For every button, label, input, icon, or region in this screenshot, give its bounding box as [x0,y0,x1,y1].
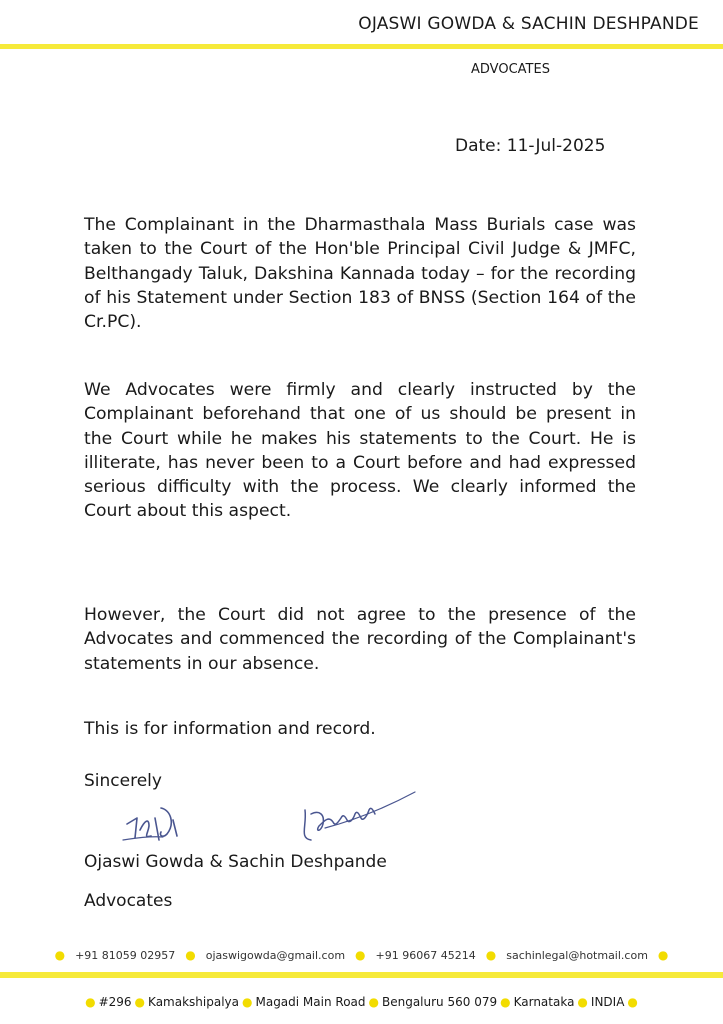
bullet-dot-icon: ● [657,948,669,962]
body-paragraph-2: We Advocates were firmly and clearly instructed by the Complainant beforehand that one of us should be present in the Court while he makes his statements to the Court. He is illiterate, has never been to a Court before and had expressed serious difficulty with the process. We clearly informed the Court about this aspect. [84,380,636,522]
address-city: Bengaluru 560 079 [381,995,498,1009]
address-road: Magadi Main Road [255,995,366,1009]
bullet-dot-icon: ● [185,948,196,962]
body-paragraph-3: However, the Court did not agree to the presence of the Advocates and commenced the recording of the Complainant's statements in our absence. [84,605,636,674]
bullet-dot-icon: ● [485,948,497,962]
firm-subtitle: ADVOCATES [471,62,550,77]
signature-ojaswi [115,790,195,850]
bullet-dot-icon: ● [500,995,511,1009]
body-paragraph-1: The Complainant in the Dharmasthala Mass Burials case was taken to the Court of the Hon'ble Principal Civil Judge & JMFC, Belthangady Taluk, Dakshina Kannada today – for the recording of his Statement under Section 183 of BNSS (Section 164 of the Cr.PC). [84,215,636,333]
bullet-dot-icon: ● [134,995,146,1009]
address-country: INDIA [590,995,625,1009]
signatory-names: Ojaswi Gowda & Sachin Deshpande [84,852,387,872]
header-rule [0,44,723,49]
bullet-dot-icon: ● [355,948,366,962]
footer-contacts [0,945,723,965]
bullet-dot-icon: ● [368,995,379,1009]
signature-sachin [285,780,420,852]
bullet-dot-icon: ● [577,995,588,1009]
email-2[interactable]: sachinlegal@hotmail.com [506,948,648,962]
phone-2[interactable]: +91 96067 45214 [375,948,476,962]
bullet-dot-icon: ● [85,995,96,1009]
body-paragraph-4: This is for information and record. [84,719,376,739]
closing-salutation: Sincerely [84,771,162,791]
firm-name: OJASWI GOWDA & SACHIN DESHPANDE [358,14,699,34]
bullet-dot-icon: ● [242,995,253,1009]
bullet-dot-icon: ● [627,995,638,1009]
footer-rule [0,972,723,978]
phone-1[interactable]: +91 81059 02957 [75,948,176,962]
email-1[interactable]: ojaswigowda@gmail.com [205,948,346,962]
address-number: #296 [98,995,132,1009]
address-area: Kamakshipalya [148,995,239,1009]
address-state: Karnataka [513,995,575,1009]
letter-date: Date: 11-Jul-2025 [455,136,606,156]
signatory-role: Advocates [84,891,173,911]
bullet-dot-icon: ● [54,948,66,962]
footer-address [0,992,723,1012]
